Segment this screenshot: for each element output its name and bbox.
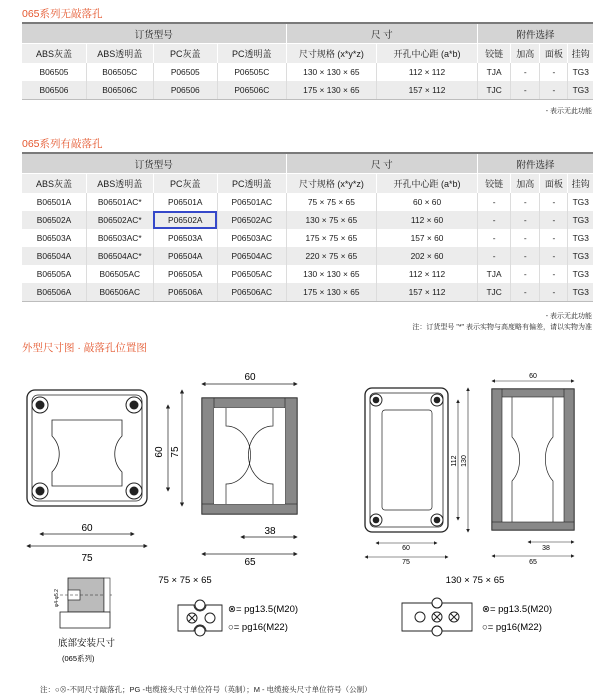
column-header: 尺寸规格 (x*y*z) xyxy=(286,44,376,64)
table-cell: P06506C xyxy=(217,81,286,100)
column-header: 挂钩 xyxy=(568,44,593,64)
knockout-layout-75 xyxy=(178,600,222,636)
table-cell: 112 × 112 xyxy=(377,63,478,81)
table-cell: - xyxy=(477,211,510,229)
table-cell: - xyxy=(477,247,510,265)
table-cell: 175 × 75 × 65 xyxy=(286,229,376,247)
table-cell: P06505C xyxy=(217,63,286,81)
mount-detail xyxy=(60,578,112,628)
dim-front-height-r: 112 xyxy=(451,455,458,467)
column-header: PC透明盖 xyxy=(217,44,286,64)
table-cell: P06503A xyxy=(153,229,217,247)
dim-front-width-r: 60 xyxy=(402,545,410,552)
group-accessories: 附件选择 xyxy=(477,153,593,174)
column-header: ABS灰盖 xyxy=(22,174,86,194)
table-cell: - xyxy=(511,247,540,265)
table-cell: B06501A xyxy=(22,193,86,211)
column-header: PC灰盖 xyxy=(153,174,217,194)
dim-side-depth-r: 65 xyxy=(529,559,537,566)
table-cell: B06506A xyxy=(22,283,86,302)
table-cell: TJA xyxy=(477,63,510,81)
table-cell: TG3 xyxy=(568,81,593,100)
table-cell: B06503A xyxy=(22,229,86,247)
table-cell: B06504A xyxy=(22,247,86,265)
table-row xyxy=(22,211,593,229)
column-header: ABS灰盖 xyxy=(22,44,86,64)
table-cell: - xyxy=(540,81,568,100)
dim-front-width: 60 xyxy=(81,523,93,534)
table-cell: B06502AC* xyxy=(86,211,153,229)
dim-side-depth-inner: 38 xyxy=(264,526,276,537)
table-cell: TJC xyxy=(477,81,510,100)
table-cell: 175 × 130 × 65 xyxy=(286,283,376,302)
table-row xyxy=(22,81,593,100)
table-cell: P06506A xyxy=(153,283,217,302)
dim-side-width-r: 60 xyxy=(529,373,537,380)
front-view-75 xyxy=(27,390,182,546)
table-cell: TG3 xyxy=(568,283,593,302)
table-row xyxy=(22,265,593,283)
column-header-row xyxy=(22,44,593,64)
table-cell: - xyxy=(477,193,510,211)
dim-side-depth-inner-r: 38 xyxy=(542,545,550,552)
table-cell: B06506 xyxy=(22,81,86,100)
table-cell: TG3 xyxy=(568,247,593,265)
dim-side-width: 60 xyxy=(244,372,256,383)
group-order-no: 订货型号 xyxy=(22,153,286,174)
table-cell: TG3 xyxy=(568,63,593,81)
table-cell: 75 × 75 × 65 xyxy=(286,193,376,211)
column-header: 加高 xyxy=(511,44,540,64)
note-not-available-2: - 表示无此功能 xyxy=(545,313,592,320)
dim-front-width-outer-r: 75 xyxy=(402,559,410,566)
side-view-130 xyxy=(492,381,574,556)
table-cell: B06506C xyxy=(86,81,153,100)
table-cell: - xyxy=(540,193,568,211)
drawings-title: 外型尺寸图 · 敲落孔位置图 xyxy=(22,342,147,354)
column-header: 面板 xyxy=(540,174,568,194)
table-cell: - xyxy=(540,63,568,81)
legend-circle-75: ○= pg16(M22) xyxy=(228,622,288,633)
table-cell: B06503AC* xyxy=(86,229,153,247)
group-size: 尺 寸 xyxy=(286,23,477,44)
group-order-no: 订货型号 xyxy=(22,23,286,44)
dim-front-height: 60 xyxy=(154,446,165,458)
table-cell: P06505A xyxy=(153,265,217,283)
column-header: 开孔中心距 (a*b) xyxy=(377,174,478,194)
column-header-row xyxy=(22,174,593,194)
dim-front-height-outer: 75 xyxy=(170,446,181,458)
dim-side-depth: 65 xyxy=(244,557,256,568)
column-header: 开孔中心距 (a*b) xyxy=(377,44,478,64)
table-cell: B06505C xyxy=(86,63,153,81)
table-cell: P06501A xyxy=(153,193,217,211)
table-row xyxy=(22,247,593,265)
table-cell: TJC xyxy=(477,283,510,302)
table-cell: P06502AC xyxy=(217,211,286,229)
table-cell: 130 × 75 × 65 xyxy=(286,211,376,229)
column-header: 铰链 xyxy=(477,44,510,64)
legend-circle-130: ○= pg16(M22) xyxy=(482,622,542,633)
table-cell: - xyxy=(477,229,510,247)
table-cell: - xyxy=(511,81,540,100)
table-row xyxy=(22,193,593,211)
legend-cross-75: ⊗= pg13.5(M20) xyxy=(228,604,299,615)
column-header: 铰链 xyxy=(477,174,510,194)
column-header: ABS透明盖 xyxy=(86,174,153,194)
table-cell: - xyxy=(540,283,568,302)
table-cell: - xyxy=(511,211,540,229)
spec-table-no-knockout xyxy=(22,22,593,100)
table-cell: P06504A xyxy=(153,247,217,265)
table-cell: - xyxy=(540,265,568,283)
table-cell: 202 × 60 xyxy=(377,247,478,265)
table-cell: P06506 xyxy=(153,81,217,100)
table-cell: 130 × 130 × 65 xyxy=(286,265,376,283)
table-cell: 157 × 60 xyxy=(377,229,478,247)
group-accessories: 附件选择 xyxy=(477,23,593,44)
table-row xyxy=(22,63,593,81)
column-header: 尺寸规格 (x*y*z) xyxy=(286,174,376,194)
table-row xyxy=(22,229,593,247)
table-cell: P06506AC xyxy=(217,283,286,302)
table-cell: 112 × 60 xyxy=(377,211,478,229)
table-cell: P06505 xyxy=(153,63,217,81)
caption-75: 75 × 75 × 65 xyxy=(158,575,212,586)
dim-front-width-outer: 75 xyxy=(81,553,93,564)
table-cell: 220 × 75 × 65 xyxy=(286,247,376,265)
caption-130: 130 × 75 × 65 xyxy=(445,575,505,586)
table-cell: - xyxy=(511,193,540,211)
table-cell: P06504AC xyxy=(217,247,286,265)
mount-sub: (065系列) xyxy=(62,654,95,663)
legend-cross-130: ⊗= pg13.5(M20) xyxy=(482,604,553,615)
table-cell: 60 × 60 xyxy=(377,193,478,211)
table-cell: TG3 xyxy=(568,265,593,283)
table-cell: B06504AC* xyxy=(86,247,153,265)
front-view-130 xyxy=(365,388,468,557)
mount-caption: 底部安装尺寸 xyxy=(58,638,116,649)
table-cell: 112 × 112 xyxy=(377,265,478,283)
table-cell: - xyxy=(511,265,540,283)
table-cell: TJA xyxy=(477,265,510,283)
table-cell: B06505 xyxy=(22,63,86,81)
table-cell: TG3 xyxy=(568,193,593,211)
footer-note: 注：○⊗-不同尺寸敲落孔；PG -电缆接头尺寸单位符号（英制）；M - 电缆接头尺寸单位符号（公制） xyxy=(40,685,372,694)
table-cell: TG3 xyxy=(568,211,593,229)
table-cell: P06505AC xyxy=(217,265,286,283)
note-height-deviation: 注：订货型号 "*" 表示实物与高度略有偏差，请以实物为准 xyxy=(412,324,592,331)
knockout-layout-130 xyxy=(402,598,472,636)
section1-title: 065系列无敲落孔 xyxy=(22,8,103,20)
table-cell: 175 × 130 × 65 xyxy=(286,81,376,100)
table-cell: - xyxy=(540,229,568,247)
dim-front-height-outer-r: 130 xyxy=(461,455,468,467)
table-cell: - xyxy=(540,211,568,229)
table-cell: P06501AC xyxy=(217,193,286,211)
table-cell: B06505A xyxy=(22,265,86,283)
table-cell: 157 × 112 xyxy=(377,283,478,302)
group-size: 尺 寸 xyxy=(286,153,477,174)
column-header: PC灰盖 xyxy=(153,44,217,64)
table-cell: B06506AC xyxy=(86,283,153,302)
table-cell: B06505AC xyxy=(86,265,153,283)
table-cell: TG3 xyxy=(568,229,593,247)
column-header: ABS透明盖 xyxy=(86,44,153,64)
table-cell: B06501AC* xyxy=(86,193,153,211)
table-cell: 157 × 112 xyxy=(377,81,478,100)
table-cell: B06502A xyxy=(22,211,86,229)
spec-table-knockout xyxy=(22,152,593,302)
note-not-available: - 表示无此功能 xyxy=(545,108,592,115)
table-cell: P06502A xyxy=(153,211,217,229)
section2-title: 065系列有敲落孔 xyxy=(22,138,103,150)
table-row xyxy=(22,283,593,302)
column-header: PC透明盖 xyxy=(217,174,286,194)
table-cell: 130 × 130 × 65 xyxy=(286,63,376,81)
table-cell: - xyxy=(511,63,540,81)
table-cell: - xyxy=(511,283,540,302)
table-cell: - xyxy=(540,247,568,265)
table-cell: - xyxy=(511,229,540,247)
column-header: 面板 xyxy=(540,44,568,64)
mount-hole-label: φ4-φ5.2 xyxy=(54,589,60,607)
side-view-75 xyxy=(202,384,297,554)
column-header: 挂钩 xyxy=(568,174,593,194)
column-header: 加高 xyxy=(511,174,540,194)
table-cell: P06503AC xyxy=(217,229,286,247)
